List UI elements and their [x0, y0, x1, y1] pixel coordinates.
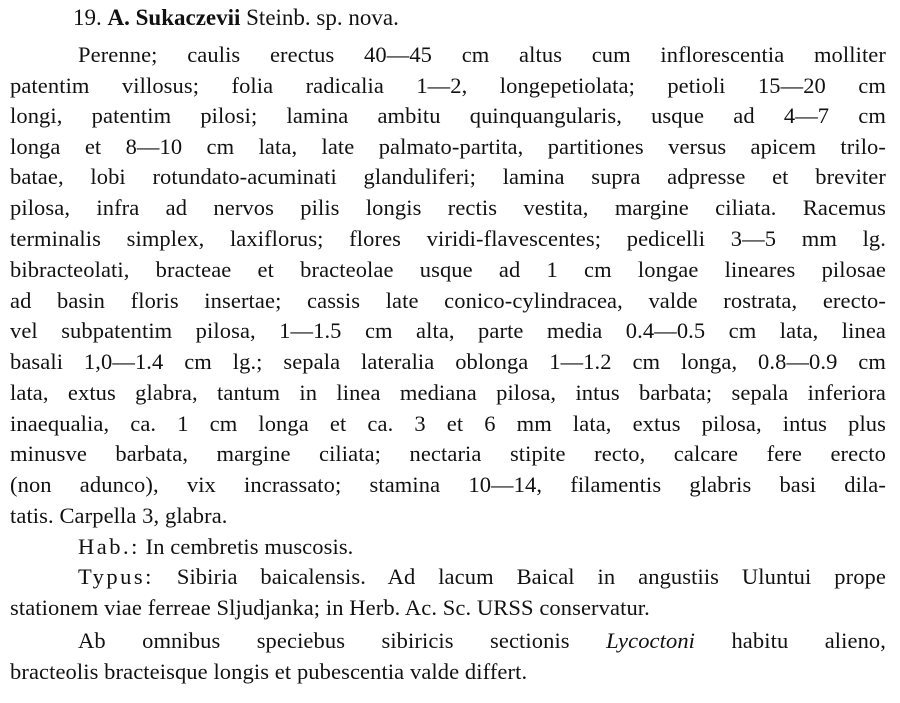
diagnosis-line: [78, 627, 886, 654]
description-line: patentim villosus; folia radicalia 1—2, longepetiolata; petioli 15—20 cm: [10, 73, 886, 98]
description-line: longa et 8—10 cm lata, late palmato-partita, partitiones versus apicem trilo-: [10, 134, 886, 159]
typus-line: [78, 563, 886, 590]
description-line: ad basin floris insertae; cassis late conico-cylindracea, valde rostrata, erecto-: [10, 288, 886, 313]
description-line: inaequalia, ca. 1 cm longa et ca. 3 et 6 mm lata, extus pilosa, intus plus: [10, 411, 886, 436]
typus-line-continued: stationem viae ferreae Sljudjanka; in Herb. Ac. Sc. URSS conservatur.: [10, 595, 650, 620]
habitat-label: Hab.:: [78, 534, 140, 559]
description-line: bibracteolati, bracteae et bracteolae usque ad 1 cm longae lineares pilosae: [10, 257, 886, 282]
species-name: A. Sukaczevii: [107, 5, 241, 30]
habitat-text: In cembretis muscosis.: [145, 534, 354, 559]
habitat-line: [78, 533, 886, 560]
description-line: batae, lobi rotundato-acuminati glanduliferi; lamina supra adpresse et breviter: [10, 164, 886, 189]
diagnosis-text: habitu alieno,: [731, 628, 886, 653]
typus-text: Sibiria baicalensis. Ad lacum Baical in angustiis Uluntui prope: [176, 564, 886, 589]
typus-label: Typus:: [78, 564, 154, 589]
species-author: Steinb. sp. nova.: [246, 5, 399, 30]
description-line: terminalis simplex, laxiflorus; flores viridi-flavescentes; pedicelli 3—5 mm lg.: [10, 226, 886, 251]
species-number: 19.: [73, 5, 102, 30]
description-line: Perenne; caulis erectus 40—45 cm altus cum inflorescentia molliter: [78, 42, 886, 67]
description-line: lata, extus glabra, tantum in linea mediana pilosa, intus barbata; sepala inferiora: [10, 380, 886, 405]
description-line: basali 1,0—1.4 cm lg.; sepala lateralia oblonga 1—1.2 cm longa, 0.8—0.9 cm: [10, 349, 886, 374]
diagnosis-line-continued: bracteolis bracteisque longis et pubescentia valde differt.: [10, 659, 528, 684]
description-line: tatis. Carpella 3, glabra.: [10, 503, 228, 528]
description-line: minusve barbata, margine ciliata; nectaria stipite recto, calcare fere erecto: [10, 441, 886, 466]
species-heading: [73, 4, 399, 31]
description-line: pilosa, infra ad nervos pilis longis rectis vestita, margine ciliata. Racemus: [10, 195, 886, 220]
description-line: longi, patentim pilosi; lamina ambitu quinquangularis, usque ad 4—7 cm: [10, 103, 886, 128]
diagnosis-text: Ab omnibus speciebus sibiricis sectionis: [78, 628, 570, 653]
section-name: Lycoctoni: [606, 628, 696, 653]
description-line: (non adunco), vix incrassato; stamina 10—14, filamentis glabris basi dila-: [10, 472, 886, 497]
description-line: vel subpatentim pilosa, 1—1.5 cm alta, parte media 0.4—0.5 cm lata, linea: [10, 318, 886, 343]
